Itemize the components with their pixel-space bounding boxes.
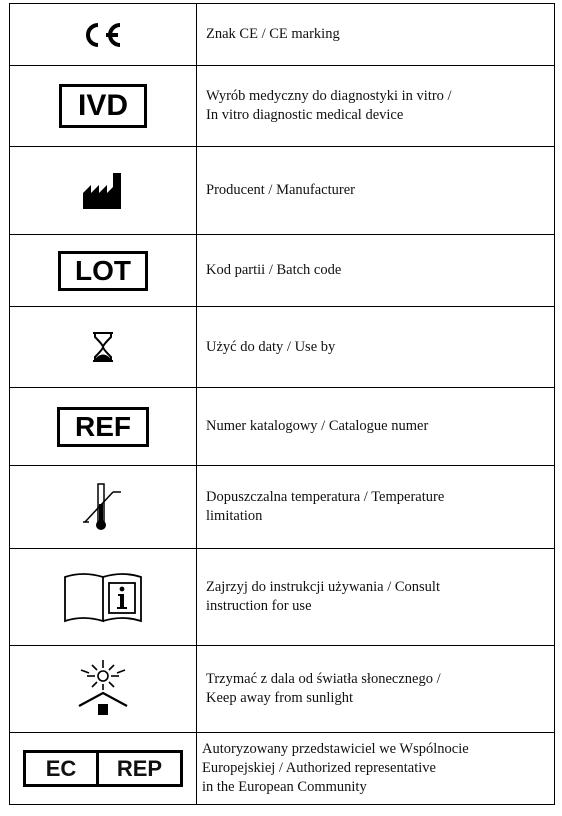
description-cell: [197, 66, 555, 146]
table-row: [10, 4, 555, 66]
description-text: Numer katalogowy / Catalogue numer: [206, 418, 429, 434]
table-row: [10, 307, 555, 388]
symbol-cell: [10, 4, 197, 65]
table-row: [10, 235, 555, 307]
description-text: Trzymać z dala od światła słonecznego / Keep away from sunlight: [206, 671, 441, 706]
description-cell: [197, 307, 555, 387]
consult-instructions-icon: [63, 571, 143, 623]
ec-rep-icon: [23, 750, 183, 787]
description-text: Dopuszczalna temperatura / Temperature limitation: [206, 489, 445, 524]
lot-icon: LOT: [58, 251, 148, 291]
description-cell: [197, 235, 555, 306]
symbols-table: [9, 3, 555, 805]
description-cell: [197, 388, 555, 465]
table-row: [10, 66, 555, 147]
description-cell: [197, 733, 555, 804]
symbol-cell: [10, 147, 197, 234]
description-text: Producent / Manufacturer: [206, 182, 355, 198]
manufacturer-icon: [83, 173, 123, 209]
ce-mark-icon: [82, 22, 124, 48]
symbol-cell: [10, 66, 197, 146]
keep-away-sunlight-icon: [75, 660, 131, 718]
symbol-cell: [10, 466, 197, 548]
symbol-cell: [10, 733, 197, 804]
description-cell: [197, 4, 555, 65]
table-row: [10, 147, 555, 235]
table-row: [10, 733, 555, 805]
symbol-cell: [10, 235, 197, 306]
table-row: [10, 388, 555, 466]
description-cell: [197, 147, 555, 234]
ref-icon: REF: [57, 407, 149, 447]
description-text: Znak CE / CE marking: [206, 26, 340, 42]
thermometer-icon: [83, 482, 123, 532]
description-cell: [197, 646, 555, 732]
ivd-icon: IVD: [59, 84, 147, 128]
symbol-cell: [10, 549, 197, 645]
symbol-cell: [10, 646, 197, 732]
description-text: Kod partii / Batch code: [206, 262, 342, 278]
symbol-cell: [10, 307, 197, 387]
table-row: [10, 466, 555, 549]
table-row: [10, 646, 555, 733]
description-text: Użyć do daty / Use by: [206, 338, 336, 355]
symbol-cell: [10, 388, 197, 465]
rep-label: REP: [116, 755, 163, 781]
description-text: Wyrób medyczny do diagnostyki in vitro / In vitro diagnostic medical device: [206, 88, 452, 123]
description-cell: [197, 549, 555, 645]
table-row: [10, 549, 555, 646]
description-cell: [197, 466, 555, 548]
description-text: Autoryzowany przedstawiciel we Wspólnocie Europejskiej / Authorized representative in the European Community: [202, 741, 469, 795]
description-text: Zajrzyj do instrukcji używania / Consult instruction for use: [206, 579, 440, 614]
ec-label: EC: [26, 753, 99, 784]
hourglass-icon: [92, 331, 114, 363]
